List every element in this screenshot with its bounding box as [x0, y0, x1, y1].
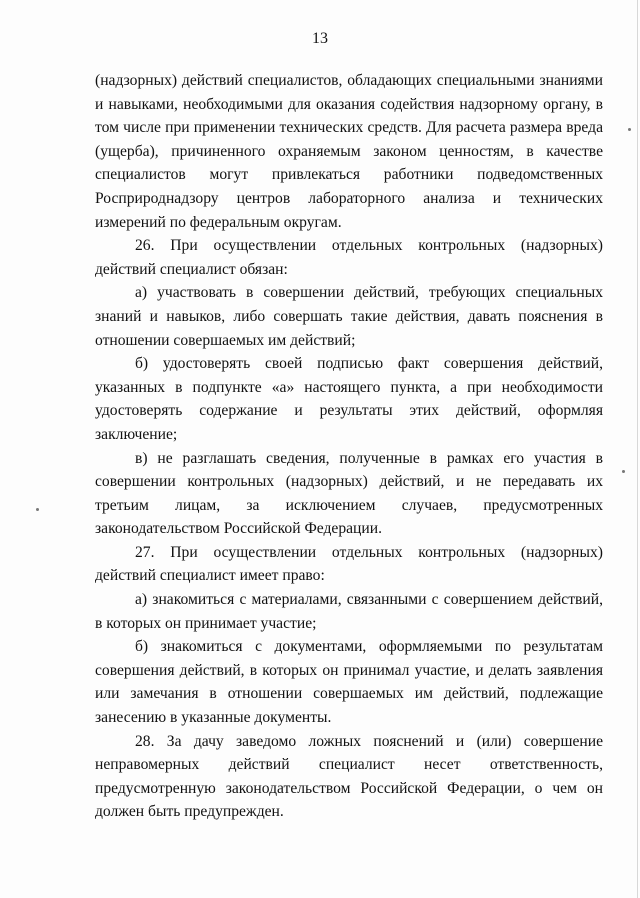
page-number: 13	[312, 30, 328, 47]
scan-speck	[628, 128, 631, 131]
paragraph: б) знакомиться с документами, оформляемыми по результатам совершения действий, в которых он принимал участие, и делать заявления или замечания в отношении совершаемых им действий, подлежащие занесению в указанные документы.	[95, 638, 603, 727]
paragraph: а) знакомиться с материалами, связанными с совершением действий, в которых он принимает участие;	[95, 591, 603, 632]
scan-edge	[637, 0, 638, 898]
scan-speck	[622, 470, 625, 473]
scan-speck	[36, 508, 39, 511]
paragraph: 27. При осуществлении отдельных контрольных (надзорных) действий специалист имеет право:	[95, 543, 603, 585]
paragraph: 28. За дачу заведомо ложных пояснений и (или) совершение неправомерных действий специалист несет ответственность, предусмотренную законодательством Российской Федерации, о чем он должен быть предупрежден.	[95, 732, 603, 821]
paragraph: б) удостоверять своей подписью факт совершения действий, указанных в подпункте «а» настоящего пункта, а при необходимости удостоверять содержание и результаты этих действий, оформляя заключение;	[95, 355, 603, 443]
paragraph: (надзорных) действий специалистов, обладающих специальными знаниями и навыками, необходимыми для оказания содействия надзорному органу, в том числе при применении технических средств. Для расчета размера вреда (ущерба), причиненного охраняемым законом ценностям, в качестве специалистов могут привлекаться работники подведомственных Росприроднадзору центров лабораторного анализа и технических измерений по федеральным округам.	[95, 72, 603, 231]
paragraph: в) не разглашать сведения, полученные в рамках его участия в совершении контрольных (надзорных) действий, и не передавать их третьим лицам, за исключением случаев, предусмотренных законодательством Российской Федерации.	[95, 449, 603, 538]
paragraph: 26. При осуществлении отдельных контрольных (надзорных) действий специалист обязан:	[95, 237, 603, 278]
paragraph: а) участвовать в совершении действий, требующих специальных знаний и навыков, либо совершать такие действия, давать пояснения в отношении совершаемых им действий;	[95, 284, 603, 349]
document-body	[95, 69, 603, 824]
